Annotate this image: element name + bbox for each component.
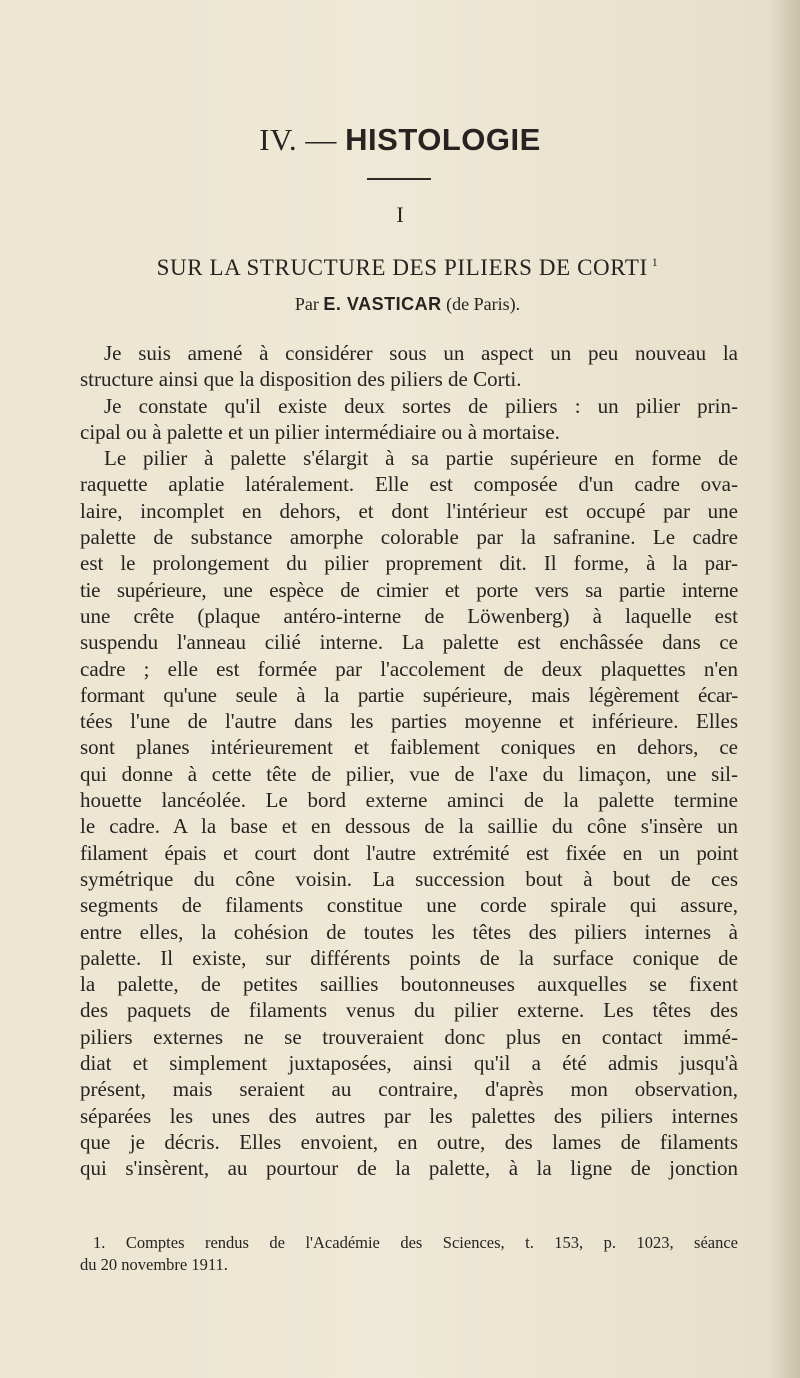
text-line: séparées les unes des autres par les palettes des piliers internes <box>80 1103 738 1128</box>
text-line: raquette aplatie latéralement. Elle est composée d'un cadre ova- <box>80 472 738 497</box>
author-affiliation: (de Paris). <box>446 294 521 314</box>
text-line: Je constate qu'il existe deux sortes de piliers : un pilier prin- <box>104 393 738 418</box>
text-line: Je suis amené à considérer sous un aspect un peu nouveau la <box>104 341 738 365</box>
author-name: E. VASTICAR <box>323 294 442 314</box>
text-line: suspendu l'anneau cilié interne. La palette est enchâssée dans ce <box>80 630 738 655</box>
text-line: est le prolongement du pilier proprement dit. Il forme, à la par- <box>80 551 738 576</box>
text-line: des paquets de filaments venus du pilier externe. Les têtes des <box>80 998 738 1023</box>
text-line: filament épais et court dont l'autre extrémité est fixée en un point <box>80 840 738 865</box>
text-line: structure ainsi que la disposition des piliers de Corti. <box>80 367 522 392</box>
text-line: entre elles, la cohésion de toutes les têtes des piliers internes à <box>80 919 738 944</box>
text-line: piliers externes ne se trouveraient donc plus en contact immé- <box>80 1024 738 1049</box>
text-line: le cadre. A la base et en dessous de la saillie du cône s'insère un <box>80 814 738 839</box>
text-line: cadre ; elle est formée par l'accolement de deux plaquettes n'en <box>80 656 738 681</box>
article-numeral: I <box>396 202 404 227</box>
text-line: formant qu'une seule à la partie supérieure, mais légèrement écar- <box>80 682 738 707</box>
section-title-main: HISTOLOGIE <box>345 122 541 157</box>
footnote-marker: 1 <box>651 255 659 270</box>
article-title-text: SUR LA STRUCTURE DES PILIERS DE CORTI <box>156 255 648 280</box>
text-line: houette lancéolée. Le bord externe aminci de la palette termine <box>80 788 738 813</box>
footnote <box>80 1232 738 1276</box>
text-line: qui s'insèrent, au pourtour de la palette, à la ligne de jonction <box>80 1156 738 1181</box>
text-line: palette. Il existe, sur différents points de la surface conique de <box>80 945 738 970</box>
text-line: présent, mais seraient au contraire, d'après mon observation, <box>80 1077 738 1102</box>
text-line: la palette, de petites saillies boutonneuses auxquelles se fixent <box>80 972 738 997</box>
byline-prefix: Par <box>294 294 319 314</box>
text-line: tées l'une de l'autre dans les parties moyenne et inférieure. Elles <box>80 709 738 734</box>
text-line: tie supérieure, une espèce de cimier et porte vers sa partie interne <box>80 577 738 602</box>
text-line: diat et simplement juxtaposées, ainsi qu'il a été admis jusqu'à <box>80 1051 738 1076</box>
text-line: Le pilier à palette s'élargit à sa partie supérieure en forme de <box>104 446 738 471</box>
text-line: palette de substance amorphe colorable par la safranine. Le cadre <box>80 525 738 550</box>
byline <box>0 294 800 315</box>
text-line: que je décris. Elles envoient, en outre, des lames de filaments <box>80 1129 738 1154</box>
section-title <box>0 122 800 158</box>
article-body <box>80 340 738 1182</box>
article-title <box>0 255 800 281</box>
section-title-prefix: IV. — <box>259 122 346 157</box>
text-line: une crête (plaque antéro-interne de Löwenberg) à laquelle est <box>80 603 738 628</box>
text-line: qui donne à cette tête de pilier, vue de l'axe du limaçon, une sil- <box>80 761 738 786</box>
title-divider <box>367 178 431 180</box>
text-line: sont planes intérieurement et faiblement coniques en dehors, ce <box>80 735 738 760</box>
footnote-line: 1. Comptes rendus de l'Académie des Sciences, t. 153, p. 1023, séance <box>93 1233 738 1252</box>
text-line: segments de filaments constitue une corde spirale qui assure, <box>80 893 738 918</box>
text-line: laire, incomplet en dehors, et dont l'intérieur est occupé par une <box>80 498 738 523</box>
footnote-line: du 20 novembre 1911. <box>80 1255 228 1274</box>
text-line: cipal ou à palette et un pilier intermédiaire ou à mortaise. <box>80 419 560 444</box>
text-line: symétrique du cône voisin. La succession bout à bout de ces <box>80 866 738 891</box>
